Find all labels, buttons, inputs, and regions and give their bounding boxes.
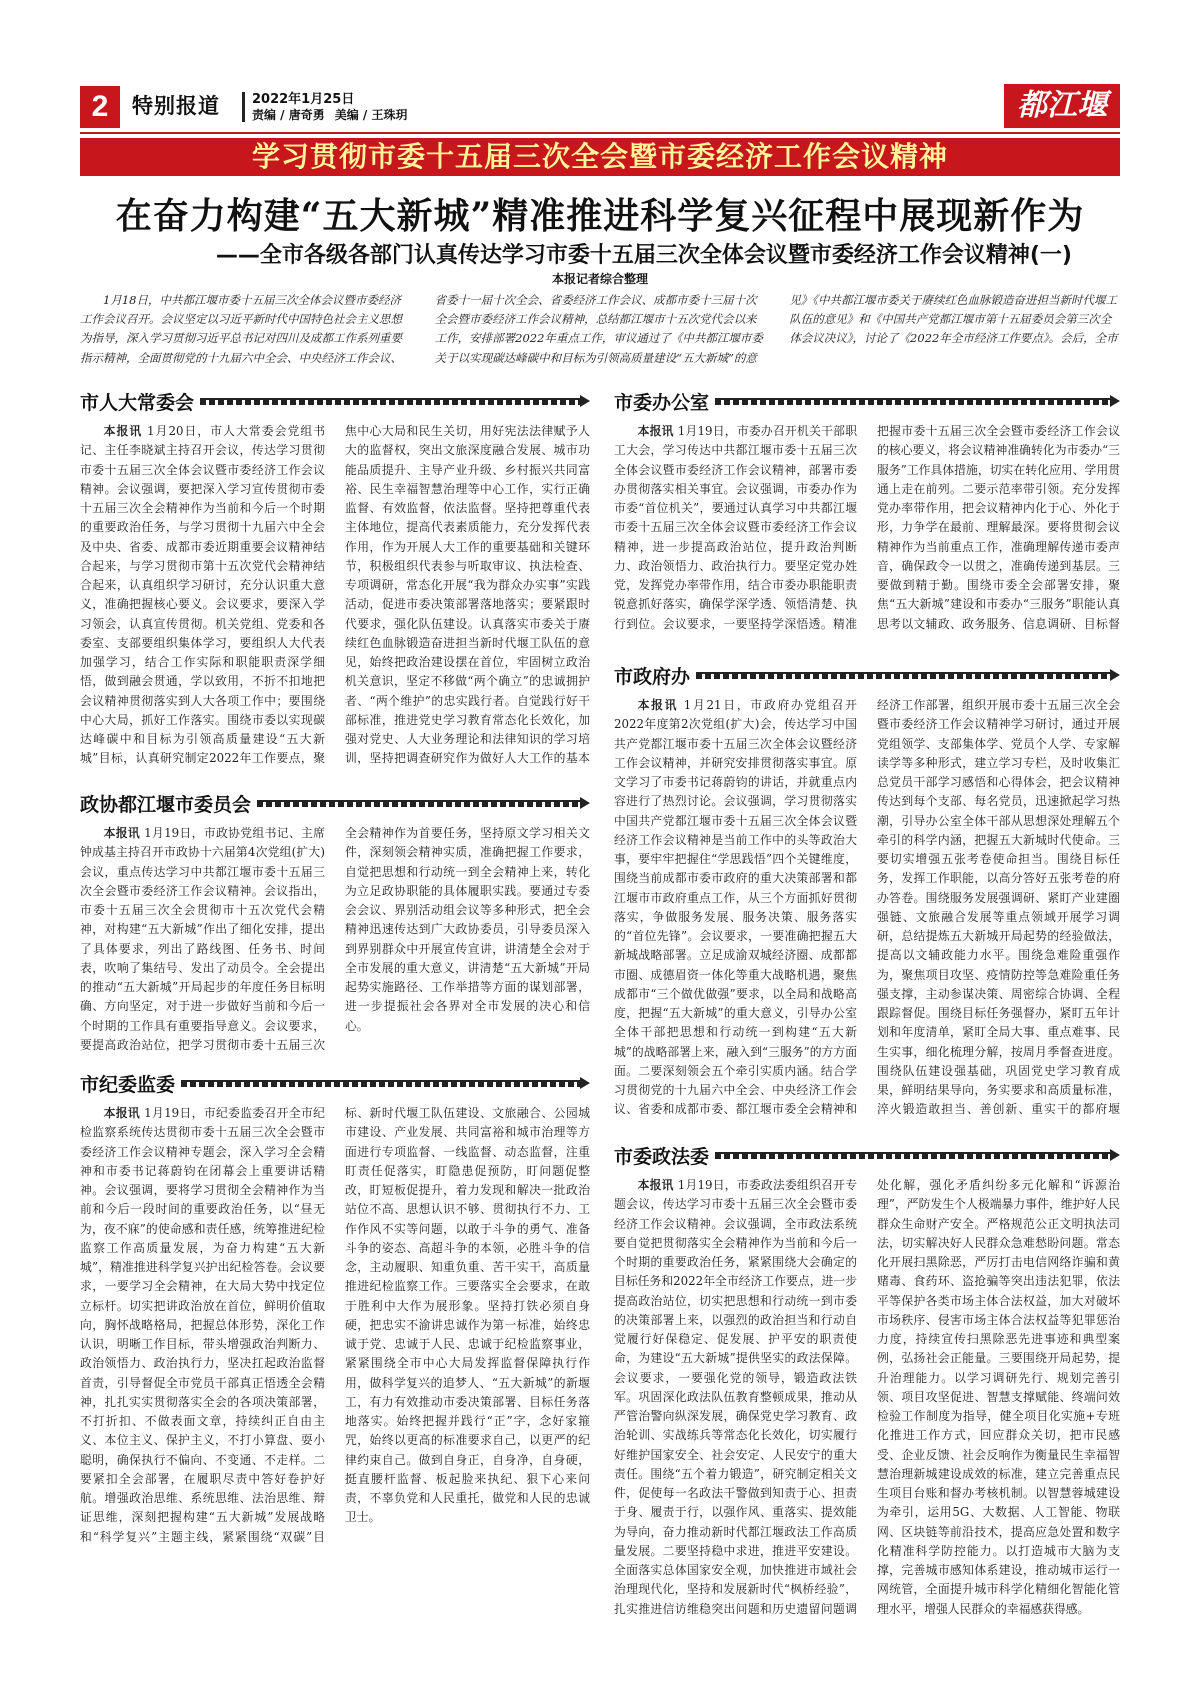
byline: 本报记者综合整理 — [551, 272, 648, 286]
section-title: 政协都江堰市委员会 — [80, 793, 252, 816]
divider — [696, 672, 1110, 679]
article-text: 1月19日，市纪委监委召开全市纪检监察系统传达贯彻市委十五届三次全会暨市委经济工作会议精神专题会，深入学习全会精神和市委书记蒋蔚钧在闭幕会上重要讲话精神。会议强调，要将学习贯彻全会精神作为当前和今后一段时间的重要政治任务，以“昼无为，夜不寐”的使命感和责任感，统筹推进纪检监察工作高质量发展，为奋力构建“五大新城”，精准推进科学复兴护出纪检答卷。会议要求，一要学习全会精神，在大局大势中找定位立标杆。切实把讲政治放在首位，鲜明价值取向，胸怀战略格局，把握总体形势，深化工作认识，明晰工作目标，带头增强政治判断力、政治领悟力、政治执行力，坚决扛起政治监督首责，引导督促全市党员干部真正悟透全会精神，扎扎实实贯彻落实全会的各项决策部署，不打折扣、不做表面文章，持续纠正自由主义、本位主义、保护主义，不打小算盘、耍小聪明，确保执行不偏向、不变通、不走样。二要紧扣全会部署，在履职尽责中答好卷护好航。增强政治思维、系统思维、法治思维、辩证思维，深刻把握构建“五大新城”发展战略和“科学复兴”主题主线，紧紧围绕“双碳”目标、新时代堰工队伍建设、文旅融合、公园城市建设、产业发展、共同富裕和城市治理等方面进行专项监督、一线监督、动态监督，注重盯责任促落实，盯隐患促预防，盯问题促整改，盯短板促提升，着力发现和解决一批政治站位不高、思想认识不够、贯彻执行不力、工作作风不实等问题，以敢于斗争的勇气、准备斗争的姿态、高超斗争的本领，必胜斗争的信念，主动履职、知重负重、苦干实干，高质量推进纪检监察工作。三要落实全会要求，在敢于胜利中大作为展形象。坚持打铁必须自身硬，把忠实不渝讲忠诚作为第一标准，始终忠诚于党、忠诚于人民、忠诚于纪检监察事业，紧紧围绕全市中心大局发挥监督保障执行作用，做科学复兴的追梦人、“五大新城”的新堰工，有力有效推动市委决策部署、目标任务落地落实。始终把握并践行“正”字，念好家箍咒，始终以更高的标准要求自己，以更严的纪律约束自己。做到自身正，自身净，自身硬，挺直腰杆监督、板起脸来执纪、狠下心来问责，不辜负党和人民重托，做党和人民的忠诚卫士。 — [80, 1106, 590, 1544]
article-zhengxie — [80, 788, 590, 1058]
article-body — [80, 824, 590, 1056]
page-number: 2 — [80, 86, 120, 128]
article-body — [80, 1104, 590, 1664]
divider — [200, 398, 580, 405]
article-jiwei — [80, 1068, 590, 1668]
news-lead: 本报讯 — [103, 1106, 141, 1120]
newspaper-logo: 都江堰 — [1004, 84, 1120, 128]
article-shiweiban — [614, 386, 1120, 651]
arrow-icon — [1110, 669, 1120, 681]
arrow-icon — [580, 395, 590, 407]
article-text: 1月20日，市人大常委会党组书记、主任李晓斌主持召开会议，传达学习贯彻市委十五届三次全体会议暨市委经济工作会议精神。会议强调，要把深入学习宣传贯彻市委十五届三次全会精神作为当前和今后一个时期的重要政治任务，与学习贯彻十九届六中全会及中央、省委、成都市委近期重要会议精神结合起来，与学习贯彻市第十五次党代会精神结合起来，认真组织学习研讨，充分认识重大意义，准确把握核心要义。会议要求，要深入学习领会，认真宣传贯彻。机关党组、党委和各委室、支部要组织集体学习，要组织人大代表加强学习，结合工作实际和职能职责深学细悟，做到融会贯通，学以致用，不折不扣地把会议精神贯彻落实到人大各项工作中；要围绕中心大局，抓好工作落实。围绕市委以实现碳达峰碳中和目标为引领高质量建设“五大新城”目标，认真研究制定2022年工作要点，聚焦中心大局和民生关切，用好宪法法律赋予人大的监督权，突出文旅深度融合发展、城市功能品质提升、主导产业升级、乡村振兴共同富裕、民生幸福智慧治理等中心工作，实行正确监督、有效监督，依法监督。坚持把尊重代表主体地位，提高代表素质能力，充分发挥代表作用，作为开展人大工作的重要基础和关键环节，积极组织代表参与听取审议、执法检查、专项调研，常态化开展“我为群众办实事”实践活动，促进市委决策部署落地落实；要紧跟时代要求，强化队伍建设。认真落实市委关于赓续红色血脉锻造奋进担当新时代堰工队伍的意见，始终把政治建设摆在首位，牢固树立政治机关意识，坚定不移做“两个确立”的忠诚拥护者、“两个维护”的忠实践行者。自觉践行好干部标准，推进党史学习教育常态化长效化，加强对党史、人大业务理论和法律知识的学习培训，坚持把调查研究作为做好人大工作的基本 — [80, 424, 590, 766]
lead-paragraph: 1月18日，中共都江堰市委十五届三次全体会议暨市委经济工作会议召开。会议坚定以习近平新时代中国特色社会主义思想为指导，深入学习贯彻习近平总书记对四川及成都工作系列重要指示精神，全面贯彻党的十九届六中全会、中央经济工作会议、省委十一届十次全会、省委经济工作会议、成都市委十三届十次全会暨市委经济工作会议精神，总结都江堰市十五次党代会以来工作，安排部署2022年重点工作，审议通过了《中共都江堰市委关于以实现碳达峰碳中和目标为引领高质量建设“五大新城”的意见》《中共都江堰市委关于赓续红色血脉锻造奋进担当新时代堰工队伍的意见》和《中国共产党都江堰市第十五届委员会第三次全体会议决议》，讨论了《2022年全市经济工作要点》。会后，全市 — [80, 293, 1118, 365]
issue-date: 2022年1月25日 — [252, 92, 355, 107]
news-lead: 本报讯 — [103, 826, 141, 840]
editor-credit: 责编 / 唐奇勇 — [252, 108, 325, 122]
arrow-icon — [1110, 1149, 1120, 1161]
divider — [242, 92, 245, 122]
section-title: 市纪委监委 — [80, 1073, 176, 1096]
article-text: 1月19日，市委办召开机关干部职工大会，学习传达中共都江堰市委十五届三次全体会议暨市委经济工作会议精神，部署市委办贯彻落实相关事宜。会议强调，市委办作为市委“首位机关”，要通过认真学习中共都江堰市委十五届三次全体会议暨市委经济工作会议精神，进一步提高政治站位，提升政治判断力、政治领悟力、政治执行力。要坚定党办姓党，发挥党办率带作用，结合市委办职能职责锐意抓好落实，确保学深学透、领悟清楚、执行到位。会议要求，一要坚持学深悟透。精准把握市委十五届三次全会暨市委经济工作会议的核心要义，将会议精神准确转化为市委办“三服务”工作具体措施，切实在转化应用、学用贯通上走在前列。二要示范率带引领。充分发挥党办率带作用，把会议精神内化于心、外化于形，力争学在最前、理解最深。要将贯彻会议精神作为当前重点工作，准确理解传递市委声音，确保政令一以贯之，准确传递到基层。三要做到精于勤。围绕市委全会部署安排，聚焦“五大新城”建设和市委办“三服务”职能认真思考以文辅政、政务服务、信息调研、目标督 — [614, 424, 1120, 631]
article-text: 1月19日，市政协党组书记、主席钟成基主持召开市政协十六届第4次党组(扩大)会议，重点传达学习中共都江堰市委十五届三次全会暨市委经济工作会议精神。会议指出，市委十五届三次全会贯彻市十五次党代会精神，对构建“五大新城”作出了细化安排，提出了具体要求，列出了路线图、任务书、时间表，吹响了集结号、发出了动员令。全会提出的推动“五大新城”开局起步的年度任务目标明确、方向坚定，对于进一步做好当前和今后一个时期的工作具有重要指导意义。会议要求，要提高政治站位，把学习贯彻市委十五届三次全会精神作为首要任务，坚持原文学习相关文件，深刻领会精神实质，准确把握工作要求，自觉把思想和行动统一到全会精神上来，转化为立足政协职能的具体履职实践。要通过专委会会议、界别活动组会议等多种形式，把全会精神迅速传达到广大政协委员，引导委员深入到界别群众中开展宣传宣讲，讲清楚全会对于全市发展的重大意义，讲清楚“五大新城”开局起势实施路径、工作举措等方面的谋划部署，进一步提振社会各界对全市发展的决心和信心。 — [80, 826, 590, 1052]
subheadline: ——全市各级各部门认真传达学习市委十五届三次全体会议暨市委经济工作会议精神(一) — [215, 243, 1072, 268]
section-title: 市委办公室 — [614, 391, 710, 414]
section-title: 市政府办 — [614, 665, 691, 688]
section-name: 特别报道 — [132, 94, 220, 118]
article-text: 1月19日，市委政法委组织召开专题会议，传达学习市委十五届三次全会暨市委经济工作会议精神。会议强调，全市政法系统要自觉把贯彻落实全会精神作为当前和今后一个时期的重要政治任务，紧紧围绕大会确定的目标任务和2022年全市经济工作要点，进一步提高政治站位，切实把思想和行动统一到市委的决策部署上来，以强烈的政治担当和行动自觉履行好保稳定、促发展、护平安的职责使命，为建设“五大新城”提供坚实的政法保障。会议要求，一要强化党的领导，锻造政法铁军。巩固深化政法队伍教育整顿成果，推动从严管治警向纵深发展，确保党史学习教育、政治轮训、实战练兵等常态化长效化，切实履行好维护国家安全、社会安定、人民安宁的重大责任。围绕“五个着力锻造”，研究制定相关文件，促使每一名政法干警做到知责于心、担责于身、履责于行，以强作风、重落实、提效能为导向，奋力推动新时代都江堰政法工作高质量发展。二要坚持稳中求进，推进平安建设。全面落实总体国家安全观，加快推进市域社会治理现代化，坚持和发展新时代“枫桥经验”，扎实推进信访维稳突出问题和历史遗留问题调处化解，强化矛盾纠纷多元化解和“诉源治理”，严防发生个人极端暴力事件，维护好人民群众生命财产安全。严格规范公正文明执法司法，切实解决好人民群众急难愁盼问题。常态化开展扫黑除恶，严厉打击电信网络诈骗和黄赌毒、食药环、盗抢骗等突出违法犯罪，依法平等保护各类市场主体合法权益，加大对破坏市场秩序、侵害市场主体合法权益等犯罪惩治力度，持续宣传扫黑除恶先进事迹和典型案例，弘扬社会正能量。三要围绕开局起势，提升治理能力。以学习调研先行、规划完善引领、项目攻坚促进、智慧支撑赋能、终端问效检验工作制度为指导，健全项目化实施+专班化推进工作方式，回应群众关切，把市民感受、企业反馈、社会反响作为衡量民生幸福智慧治理新城建设成效的标准，建立完善重点民生项目台账和督办考核机制。以智慧蓉城建设为牵引，运用5G、大数据、人工智能、物联网、区块链等前沿技术，提高应急处置和数字化精准科学防控能力。以打造城市大脑为支撑，完善城市感知体系建设，推动城市运行一网统管，全面提升城市科学化精细化智能化管理水平，增强人民群众的幸福感获得感。 — [614, 1178, 1120, 1616]
article-body — [614, 1176, 1120, 1666]
section-title: 市委政法委 — [614, 1145, 710, 1168]
divider — [80, 132, 1120, 134]
divider — [257, 800, 580, 807]
section-title: 市人大常委会 — [80, 391, 195, 414]
article-body — [614, 696, 1120, 1128]
arrow-icon — [580, 797, 590, 809]
headline: 在奋力构建“五大新城”精准推进科学复兴征程中展现新作为 — [115, 195, 1085, 237]
news-lead: 本报讯 — [637, 1178, 674, 1192]
masthead — [80, 86, 1120, 128]
arrow-icon — [1110, 395, 1120, 407]
news-lead: 本报讯 — [103, 424, 143, 438]
article-zhengfa — [614, 1140, 1120, 1668]
topic-banner: 学习贯彻市委十五届三次全会暨市委经济工作会议精神 — [80, 138, 1120, 176]
divider — [715, 1152, 1110, 1159]
arrow-icon — [580, 1077, 590, 1089]
article-body — [614, 422, 1120, 647]
article-renda — [80, 386, 590, 776]
article-body — [80, 422, 590, 770]
designer-credit: 美编 / 王珠玥 — [334, 108, 408, 122]
divider — [181, 1080, 580, 1087]
article-shizhengfu — [614, 660, 1120, 1130]
divider — [715, 398, 1110, 405]
news-lead: 本报讯 — [637, 424, 674, 438]
article-text: 1月21日，市政府办党组召开2022年度第2次党组(扩大)会，传达学习中国共产党都江堰市委十五届三次全体会议暨经济工作会议精神，并研究安排贯彻落实事宜。原文学习了市委书记蒋蔚钧的讲话，并就重点内容进行了热烈讨论。会议强调，学习贯彻落实中国共产党都江堰市委十五届三次全体会议暨经济工作会议精神是当前工作中的头等政治大事，要牢牢把握住“学思践悟”四个关键维度，围绕当前成都市委市政府的重大决策部署和都江堰市市政府重点工作，从三个方面抓好贯彻落实，争做服务发展、服务决策、服务落实的“首位先锋”。会议要求，一要准确把握五大新城战略部署。立足成渝双城经济圈、成都都市圈、成德眉资一体化等重大战略机遇，聚焦成都市“三个做优做强”要求，以全局和战略高度，把握“五大新城”的重大意义，引导办公室全体干部把思想和行动统一到构建“五大新城”的战略部署上来，融入到“三服务”的方方面面。二要深刻领会五个牵引实质内涵。结合学习贯彻党的十九届六中全会、中央经济工作会议、省委和成都市委、都江堰市委全会精神和经济工作部署，组织开展市委十五届三次全会暨市委经济工作会议精神学习研讨，通过开展党组领学、支部集体学、党员个人学、专家解读学等多种形式，建立学习专栏，及时收集汇总党员干部学习感悟和心得体会，把会议精神传达到每个支部、每名党员，迅速掀起学习热潮，引导办公室全体干部从思想深处理解五个牵引的科学内涵，把握五大新城时代使命。三要切实增强五张考卷使命担当。围绕目标任务，发挥工作职能，以高分答好五张考卷的府办答卷。围绕服务发展强调研、紧盯产业建圈强链、文旅融合发展等重点领域开展学习调研，总结提炼五大新城开局起势的经验做法，提高以文辅政能力水平。围绕急难险重强作为，聚焦项目攻坚、疫情防控等急难险重任务强支撑，主动参谋决策、周密综合协调、全程跟踪督促。围绕目标任务强督办，紧盯五年计划和年度清单，紧盯全局大事、重点难事、民生实事，细化梳理分解，按周月季督查进度。围绕队伍建设强基础，巩固党史学习教育成果，鲜明结果导向，务实要求和高质量标准，淬火锻造敢担当、善创新、重实干的都府堰 — [614, 698, 1120, 1117]
news-lead: 本报讯 — [637, 698, 679, 712]
editors — [252, 106, 418, 123]
